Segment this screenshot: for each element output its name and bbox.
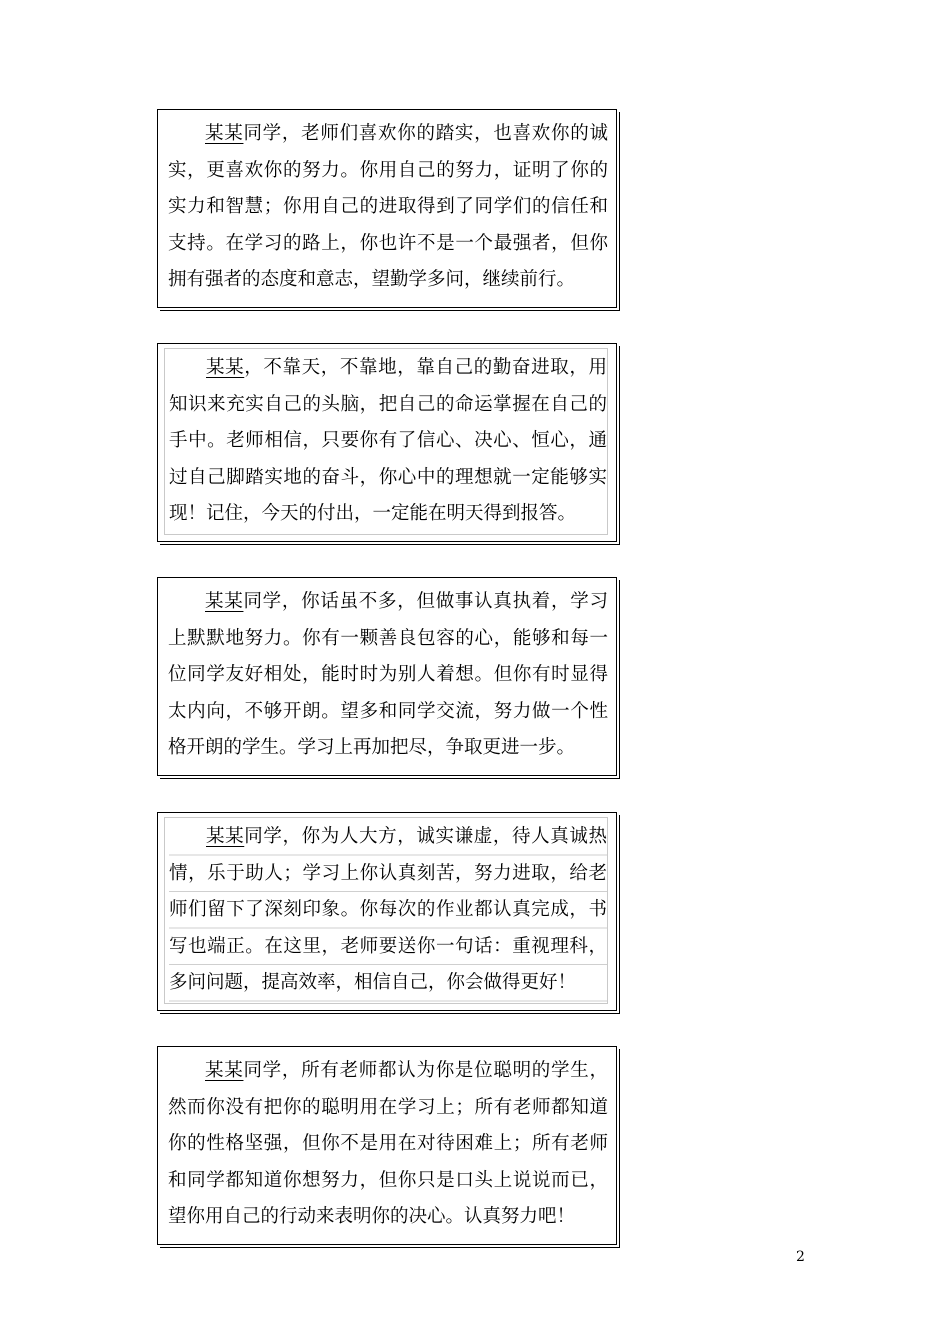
- comment-body: ，不靠天，不靠地，靠自己的勤奋进取，用知识来充实自己的头脑，把自己的命运掌握在自己的手中。老师相信，只要你有了信心、决心、恒心，通过自己脚踏实地的奋斗，你心中的理想就一定能够实现！记住，今天的付出，一定能在明天得到报答。: [169, 357, 607, 524]
- comment-body: 同学，你为人大方，诚实谦虚，待人真诚热情，乐于助人；学习上你认真刻苦，努力进取，给老师们留下了深刻印象。你每次的作业都认真完成，书写也端正。在这里，老师要送你一句话：重视理科，多问问题，提高效率，相信自己，你会做得更好！: [169, 826, 607, 993]
- comment-box-5: [157, 1046, 617, 1245]
- comment-text: [169, 819, 607, 1002]
- comment-text: [168, 116, 608, 299]
- comment-box-4: [157, 812, 617, 1011]
- inner-frame: [164, 817, 608, 1004]
- comment-text: [168, 584, 608, 767]
- student-name: 某某: [205, 591, 244, 612]
- student-name: 某某: [205, 123, 244, 144]
- comment-body: 同学，老师们喜欢你的踏实，也喜欢你的诚实，更喜欢你的努力。你用自己的努力，证明了你的实力和智慧；你用自己的进取得到了同学们的信任和支持。在学习的路上，你也许不是一个最强者，但你拥有强者的态度和意志，望勤学多问，继续前行。: [168, 123, 608, 290]
- comment-text: [168, 1053, 608, 1236]
- comment-box-2: [157, 343, 617, 542]
- comment-body: 同学，所有老师都认为你是位聪明的学生，然而你没有把你的聪明用在学习上；所有老师都知道你的性格坚强，但你不是用在对待困难上；所有老师和同学都知道你想努力，但你只是口头上说说而已，望你用自己的行动来表明你的决心。认真努力吧！: [168, 1060, 608, 1227]
- comment-box-1: [157, 109, 617, 308]
- comment-box-3: [157, 577, 617, 776]
- student-name: 某某: [206, 357, 245, 378]
- comment-body: 同学，你话虽不多，但做事认真执着，学习上默默地努力。你有一颗善良包容的心，能够和每一位同学友好相处，能时时为别人着想。但你有时显得太内向，不够开朗。望多和同学交流，努力做一个性格开朗的学生。学习上再加把尽，争取更进一步。: [168, 591, 608, 758]
- page-number: 2: [796, 1249, 805, 1265]
- comment-text: [169, 350, 607, 533]
- inner-frame: [164, 348, 608, 535]
- student-name: 某某: [205, 1060, 244, 1081]
- student-name: 某某: [206, 826, 245, 847]
